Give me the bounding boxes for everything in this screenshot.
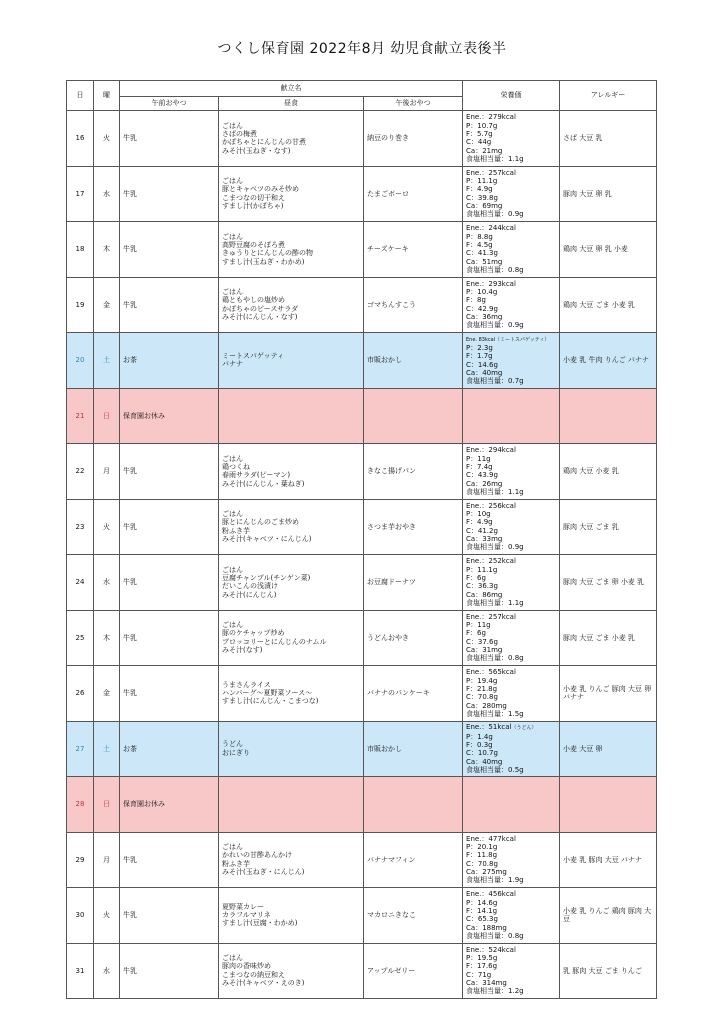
day-cell: 17 [67,166,94,222]
nutrition-cell [463,888,560,944]
nutrition-line: 食塩相当量：1.1g [466,487,524,496]
allergy-cell: 鶏肉 大豆 卵 乳 小麦 [560,222,657,278]
nutrition-line: C：41.2g [466,526,498,535]
nutrition-line: P：10.7g [466,121,498,130]
nutrition-line: Ca：40mg [466,369,503,378]
nutrition-line: C：41.3g [466,249,498,258]
dow-cell: 土 [94,721,120,777]
pm-snack-cell: アップルゼリー [364,943,463,999]
allergy-cell [560,777,657,833]
nutrition-line: C：44g [466,138,492,147]
lunch-item: 春雨サラダ(ピーマン) [222,471,291,480]
page-title: つくし保育園 2022年8月 幼児食献立表後半 [217,41,507,57]
dow-cell: 火 [94,888,120,944]
nutrition-line: F：0.3g [466,740,493,749]
lunch-item: すまし汁(にんじん・こまつな) [222,697,319,706]
lunch-cell [219,888,364,944]
table-row [67,610,657,666]
nutrition-line: Ca：188mg [466,923,507,932]
am-snack-cell: 保育園お休み [120,388,219,444]
dow-cell: 日 [94,777,120,833]
nutrition-line: F：4.5g [466,240,493,249]
lunch-item: こまつなの切干和え [222,193,285,202]
nutrition-line: 食塩相当量：1.5g [466,709,524,718]
header-pm-snack: 午後おやつ [364,97,463,111]
nutrition-line: Ca：275mg [466,868,507,877]
lunch-item: 鶏つくね [222,462,250,471]
nutrition-line: 食塩相当量：0.9g [466,321,524,330]
table-row [67,277,657,333]
allergy-cell: 小麦 乳 りんご 鶏肉 豚肉 大豆 [560,888,657,944]
lunch-item: すまし汁(玉ねぎ・わかめ) [222,257,305,266]
am-snack-cell: 牛乳 [120,222,219,278]
nutrition-line: C：70.8g [466,693,498,702]
nutrition-line: Ca：33mg [466,535,503,544]
pm-snack-cell: きなこ揚げパン [364,444,463,500]
lunch-item: ごはん [222,288,243,297]
nutrition-cell [463,777,560,833]
nutrition-line: 食塩相当量：1.1g [466,154,524,163]
nutrition-line: Ene.：565kcal [466,668,516,677]
nutrition-line: C：36.3g [466,582,498,591]
lunch-item: みそ汁(なす) [222,646,263,655]
dow-cell: 日 [94,388,120,444]
day-cell: 25 [67,610,94,666]
nutrition-line: Ene.：244kcal [466,224,516,233]
dow-cell: 水 [94,166,120,222]
menu-table [66,80,657,999]
nutrition-line: C：42.9g [466,304,498,313]
lunch-item: ミートスパゲッティ [222,351,285,360]
header-am-snack: 午前おやつ [120,97,219,111]
nutrition-line: C：71g [466,970,492,979]
lunch-item: ごはん [222,565,243,574]
nutrition-line: P：11g [466,621,491,630]
allergy-cell: 豚肉 大豆 卵 乳 [560,166,657,222]
lunch-cell [219,555,364,611]
nutrition-line: Ca：51mg [466,257,503,266]
dow-cell: 木 [94,610,120,666]
am-snack-cell: 保育園お休み [120,777,219,833]
lunch-cell [219,166,364,222]
pm-snack-cell: お豆腐ドーナツ [364,555,463,611]
lunch-item: おにぎり [222,748,250,757]
pm-snack-cell: バナナのパンケーキ [364,666,463,722]
day-cell: 31 [67,943,94,999]
am-snack-cell: 牛乳 [120,832,219,888]
lunch-cell [219,610,364,666]
lunch-item: ごはん [222,177,243,186]
header-dow: 曜 [94,81,120,111]
nutrition-line: C：10.7g [466,749,498,758]
nutrition-energy [466,335,556,344]
nutrition-cell [463,388,560,444]
allergy-cell [560,388,657,444]
nutrition-line: P：14.6g [466,898,498,907]
lunch-item: 豚とにんじんのごま炒め [222,518,299,527]
nutrition-energy-note: Ene. 83kcal（ミートスパゲッティ） [466,336,550,343]
am-snack-cell: 牛乳 [120,444,219,500]
am-snack-cell: お茶 [120,333,219,389]
header-allergy: アレルギー [560,81,657,111]
nutrition-line: Ene.：279kcal [466,113,516,122]
table-row [67,888,657,944]
am-snack-cell: 牛乳 [120,610,219,666]
am-snack-cell: 牛乳 [120,888,219,944]
nutrition-line: F：4.9g [466,518,493,527]
lunch-item: みそ汁(にんじん・なす) [222,313,298,322]
nutrition-cell [463,555,560,611]
table-row [67,721,657,777]
day-cell: 19 [67,277,94,333]
nutrition-line: Ene.：257kcal [466,168,516,177]
day-cell: 23 [67,499,94,555]
dow-cell: 金 [94,666,120,722]
lunch-item: さばの梅煮 [222,129,257,138]
nutrition-line: F：7.4g [466,462,493,471]
nutrition-line: 食塩相当量：0.7g [466,377,524,386]
day-cell: 21 [67,388,94,444]
lunch-item: みそ汁(キャベツ・えのき) [222,979,305,988]
am-snack-cell: 牛乳 [120,277,219,333]
nutrition-line: P：2.3g [466,344,493,353]
nutrition-line: F：1.7g [466,352,493,361]
day-cell: 20 [67,333,94,389]
nutrition-line: C：14.6g [466,360,498,369]
lunch-item: カラフルマリネ [222,911,271,920]
pm-snack-cell: さつま芋おやき [364,499,463,555]
day-cell: 24 [67,555,94,611]
nutrition-line: F：17.6g [466,962,498,971]
table-row [67,444,657,500]
lunch-cell [219,721,364,777]
nutrition-line: Ca：21mg [466,146,503,155]
allergy-cell: 豚肉 大豆 ごま 卵 小麦 乳 [560,555,657,611]
nutrition-energy-note: （うどん） [511,725,537,732]
allergy-cell: 小麦 乳 牛肉 りんご バナナ [560,333,657,389]
nutrition-line: F：21.8g [466,684,498,693]
nutrition-line: 食塩相当量：1.9g [466,876,524,885]
allergy-cell: 鶏肉 大豆 小麦 乳 [560,444,657,500]
nutrition-line: Ca：31mg [466,646,503,655]
lunch-cell [219,444,364,500]
table-row [67,499,657,555]
nutrition-cell [463,721,560,777]
day-cell: 18 [67,222,94,278]
lunch-item: こまつなの納豆和え [222,970,285,979]
nutrition-line: P：1.4g [466,732,493,741]
header-lunch: 昼食 [219,97,364,111]
day-cell: 28 [67,777,94,833]
nutrition-line: 食塩相当量：1.1g [466,598,524,607]
dow-cell: 水 [94,555,120,611]
allergy-cell: 小麦 乳 りんご 豚肉 大豆 卵 バナナ [560,666,657,722]
allergy-cell: 鶏肉 大豆 ごま 小麦 乳 [560,277,657,333]
day-cell: 22 [67,444,94,500]
lunch-item: だいこんの浅漬け [222,582,278,591]
lunch-cell [219,499,364,555]
lunch-item: すまし汁(豆腐・わかめ) [222,919,298,928]
day-cell: 29 [67,832,94,888]
lunch-cell [219,388,364,444]
lunch-cell [219,666,364,722]
nutrition-line: P：11g [466,454,491,463]
nutrition-cell [463,499,560,555]
lunch-item: 粉ふき芋 [222,526,250,535]
lunch-cell [219,777,364,833]
dow-cell: 土 [94,333,120,389]
pm-snack-cell [364,388,463,444]
nutrition-line: Ca：40mg [466,757,503,766]
nutrition-cell [463,277,560,333]
nutrition-cell [463,666,560,722]
nutrition-line: F：8g [466,296,486,305]
nutrition-line: P：8.8g [466,232,493,241]
nutrition-line: 食塩相当量：1.2g [466,987,524,996]
nutrition-line: Ca：26mg [466,479,503,488]
lunch-item: バナナ [222,360,243,369]
nutrition-line: Ene.：293kcal [466,279,516,288]
nutrition-line: Ene.：252kcal [466,557,516,566]
table-row [67,555,657,611]
am-snack-cell: お茶 [120,721,219,777]
nutrition-line: C：37.6g [466,637,498,646]
nutrition-line: 食塩相当量：0.9g [466,210,524,219]
day-cell: 30 [67,888,94,944]
nutrition-cell [463,333,560,389]
nutrition-line: 食塩相当量：0.5g [466,765,524,774]
nutrition-cell [463,832,560,888]
nutrition-line: F：6g [466,573,486,582]
pm-snack-cell: 市販おかし [364,333,463,389]
pm-snack-cell: マカロニきなこ [364,888,463,944]
am-snack-cell: 牛乳 [120,555,219,611]
header-nutrition: 栄養価 [463,81,560,111]
nutrition-cell [463,222,560,278]
nutrition-line: P：10.4g [466,288,498,297]
allergy-cell: 豚肉 大豆 ごま 小麦 乳 [560,610,657,666]
nutrition-cell [463,111,560,167]
lunch-item: みそ汁(にんじん) [222,590,277,599]
nutrition-line: P：10g [466,510,491,519]
lunch-item: ごはん [222,232,243,241]
nutrition-line: Ene.：257kcal [466,612,516,621]
lunch-item: ごはん [222,454,243,463]
nutrition-line: F：6g [466,629,486,638]
dow-cell: 月 [94,444,120,500]
lunch-item: 豚のケチャップ炒め [222,629,285,638]
day-cell: 26 [67,666,94,722]
lunch-item: かれいの甘酢あんかけ [222,851,292,860]
nutrition-line: Ene.：256kcal [466,501,516,510]
lunch-cell [219,111,364,167]
nutrition-line: F：14.1g [466,906,498,915]
lunch-item: 高野豆腐のそぼろ煮 [222,240,285,249]
nutrition-line: P：11.1g [466,565,498,574]
day-cell: 27 [67,721,94,777]
nutrition-cell [463,943,560,999]
dow-cell: 火 [94,499,120,555]
am-snack-cell: 牛乳 [120,499,219,555]
lunch-item: 豚とキャベツのみそ炒め [222,185,299,194]
lunch-item: ブロッコリーとにんじんのナムル [222,637,327,646]
header-menu-group: 献立名 [120,81,463,97]
lunch-item: ハンバーグ～夏野菜ソース～ [222,689,313,698]
nutrition-line: F：5.7g [466,129,493,138]
lunch-item: うどん [222,740,243,749]
allergy-cell: 小麦 乳 豚肉 大豆 バナナ [560,832,657,888]
table-row [67,111,657,167]
nutrition-cell [463,166,560,222]
nutrition-line: 食塩相当量：0.8g [466,931,524,940]
nutrition-line: Ca：280mg [466,701,507,710]
nutrition-line: Ca：69mg [466,202,503,211]
pm-snack-cell: たまごボーロ [364,166,463,222]
nutrition-line: Ene.：456kcal [466,890,516,899]
dow-cell: 火 [94,111,120,167]
am-snack-cell: 牛乳 [120,166,219,222]
nutrition-line: C：39.8g [466,193,498,202]
lunch-item: 鶏ともやしの塩炒め [222,296,285,305]
am-snack-cell: 牛乳 [120,943,219,999]
nutrition-line: Ene.：477kcal [466,834,516,843]
lunch-item: ごはん [222,843,243,852]
menu-body [67,111,657,999]
dow-cell: 月 [94,832,120,888]
lunch-item: かぼちゃのピースサラダ [222,304,299,313]
table-row [67,777,657,833]
nutrition-line: Ca：86mg [466,590,503,599]
nutrition-cell [463,444,560,500]
nutrition-line: C：65.3g [466,915,498,924]
table-row [67,222,657,278]
lunch-item: かぼちゃとにんじんの甘煮 [222,138,306,147]
nutrition-line: P：19.4g [466,676,498,685]
table-row [67,333,657,389]
lunch-item: うまさんライス [222,680,271,689]
nutrition-energy-value: Ene.：51kcal [466,723,512,732]
allergy-cell: さば 大豆 乳 [560,111,657,167]
dow-cell: 水 [94,943,120,999]
nutrition-line: C：43.9g [466,471,498,480]
header-day: 日 [67,81,94,111]
lunch-item: ごはん [222,621,243,630]
pm-snack-cell: ゴマちんすこう [364,277,463,333]
dow-cell: 金 [94,277,120,333]
allergy-cell: 小麦 大豆 卵 [560,721,657,777]
lunch-item: ごはん [222,954,243,963]
pm-snack-cell: チーズケーキ [364,222,463,278]
pm-snack-cell: うどんおやき [364,610,463,666]
table-row [67,666,657,722]
nutrition-line: Ene.：524kcal [466,945,516,954]
allergy-cell: 豚肉 大豆 ごま 乳 [560,499,657,555]
lunch-item: みそ汁(玉ねぎ・なす) [222,146,291,155]
lunch-item: ごはん [222,121,243,130]
nutrition-energy [466,723,556,732]
dow-cell: 木 [94,222,120,278]
nutrition-line: P：11.1g [466,177,498,186]
table-row [67,832,657,888]
table-row [67,166,657,222]
allergy-cell: 乳 豚肉 大豆 ごま りんご [560,943,657,999]
table-row [67,388,657,444]
nutrition-line: P：19.5g [466,954,498,963]
nutrition-line: C：70.8g [466,859,498,868]
nutrition-line: Ene.：294kcal [466,446,516,455]
lunch-item: 夏野菜カレー [222,902,264,911]
pm-snack-cell: バナナマフィン [364,832,463,888]
lunch-item: きゅうりとにんじんの酢の物 [222,249,313,258]
lunch-cell [219,222,364,278]
am-snack-cell: 牛乳 [120,666,219,722]
nutrition-cell [463,610,560,666]
lunch-cell [219,943,364,999]
lunch-item: みそ汁(キャベツ・にんじん) [222,535,312,544]
nutrition-line: 食塩相当量：0.9g [466,543,524,552]
pm-snack-cell: 市販おかし [364,721,463,777]
lunch-cell [219,832,364,888]
lunch-item: 豚肉の香味炒め [222,962,271,971]
lunch-cell [219,277,364,333]
pm-snack-cell [364,777,463,833]
table-row [67,943,657,999]
lunch-cell [219,333,364,389]
nutrition-line: P：20.1g [466,843,498,852]
lunch-item: すまし汁(かぼちゃ) [222,202,284,211]
lunch-item: みそ汁(玉ねぎ・にんじん) [222,868,305,877]
lunch-item: 豆腐チャンプル(チンゲン菜) [222,573,311,582]
lunch-item: みそ汁(にんじん・葉ねぎ) [222,479,305,488]
nutrition-line: Ca：36mg [466,313,503,322]
day-cell: 16 [67,111,94,167]
nutrition-line: 食塩相当量：0.8g [466,265,524,274]
nutrition-line: F：11.8g [466,851,498,860]
nutrition-line: Ca：314mg [466,979,507,988]
pm-snack-cell: 納豆のり巻き [364,111,463,167]
lunch-item: 粉ふき芋 [222,859,250,868]
lunch-item: ごはん [222,510,243,519]
am-snack-cell: 牛乳 [120,111,219,167]
nutrition-line: F：4.9g [466,185,493,194]
nutrition-line: 食塩相当量：0.8g [466,654,524,663]
